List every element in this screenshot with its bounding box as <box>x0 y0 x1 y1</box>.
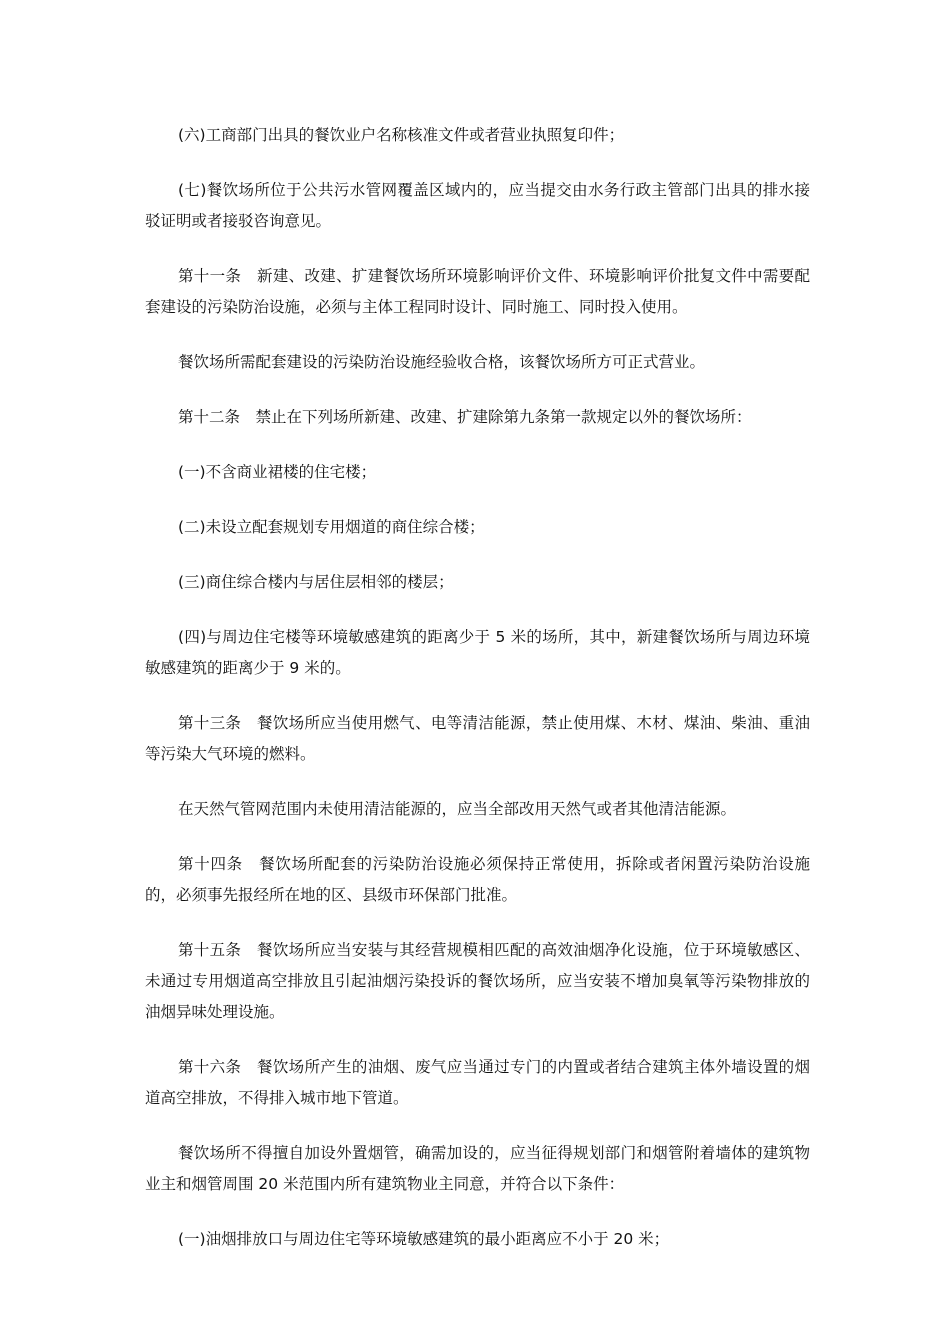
article-12-item-2: (二)未设立配套规划专用烟道的商住综合楼； <box>178 518 485 536</box>
article-12-item-3: (三)商住综合楼内与居住层相邻的楼层； <box>178 573 454 591</box>
article-16: 第十六条 餐饮场所产生的油烟、废气应当通过专门的内置或者结合建筑主体外墙设置的烟道高空排放，不得排入城市地下管道。 <box>145 1058 810 1107</box>
article-11: 第十一条 新建、改建、扩建餐饮场所环境影响评价文件、环境影响评价批复文件中需要配套建设的污染防治设施，必须与主体工程同时设计、同时施工、同时投入使用。 <box>145 267 810 316</box>
article-15: 第十五条 餐饮场所应当安装与其经营规模相匹配的高效油烟净化设施，位于环境敏感区、未通过专用烟道高空排放且引起油烟污染投诉的餐饮场所，应当安装不增加臭氧等污染物排放的油烟异味处理设施。 <box>145 941 810 1021</box>
article-13: 第十三条 餐饮场所应当使用燃气、电等清洁能源，禁止使用煤、木材、煤油、柴油、重油等污染大气环境的燃料。 <box>145 714 810 763</box>
article-12-item-4: (四)与周边住宅楼等环境敏感建筑的距离少于 5 米的场所，其中，新建餐饮场所与周边环境敏感建筑的距离少于 9 米的。 <box>145 628 810 677</box>
article-14: 第十四条 餐饮场所配套的污染防治设施必须保持正常使用，拆除或者闲置污染防治设施的，必须事先报经所在地的区、县级市环保部门批准。 <box>145 855 810 904</box>
article-12: 第十二条 禁止在下列场所新建、改建、扩建除第九条第一款规定以外的餐饮场所： <box>178 408 752 426</box>
paragraph-item-6: (六)工商部门出具的餐饮业户名称核准文件或者营业执照复印件； <box>178 126 625 144</box>
paragraph-item-7: (七)餐饮场所位于公共污水管网覆盖区域内的，应当提交由水务行政主管部门出具的排水接驳证明或者接驳咨询意见。 <box>145 181 810 230</box>
article-13-clause-2: 在天然气管网范围内未使用清洁能源的，应当全部改用天然气或者其他清洁能源。 <box>178 800 737 818</box>
article-11-clause-2: 餐饮场所需配套建设的污染防治设施经验收合格，该餐饮场所方可正式营业。 <box>178 353 706 371</box>
article-16-clause-2: 餐饮场所不得擅自加设外置烟管，确需加设的，应当征得规划部门和烟管附着墙体的建筑物业主和烟管周围 20 米范围内所有建筑物业主同意，并符合以下条件： <box>145 1144 810 1193</box>
document-body <box>145 120 810 1279</box>
article-12-item-1: (一)不含商业裙楼的住宅楼； <box>178 463 377 481</box>
article-16-item-1: (一)油烟排放口与周边住宅等环境敏感建筑的最小距离应不小于 20 米； <box>178 1230 670 1248</box>
